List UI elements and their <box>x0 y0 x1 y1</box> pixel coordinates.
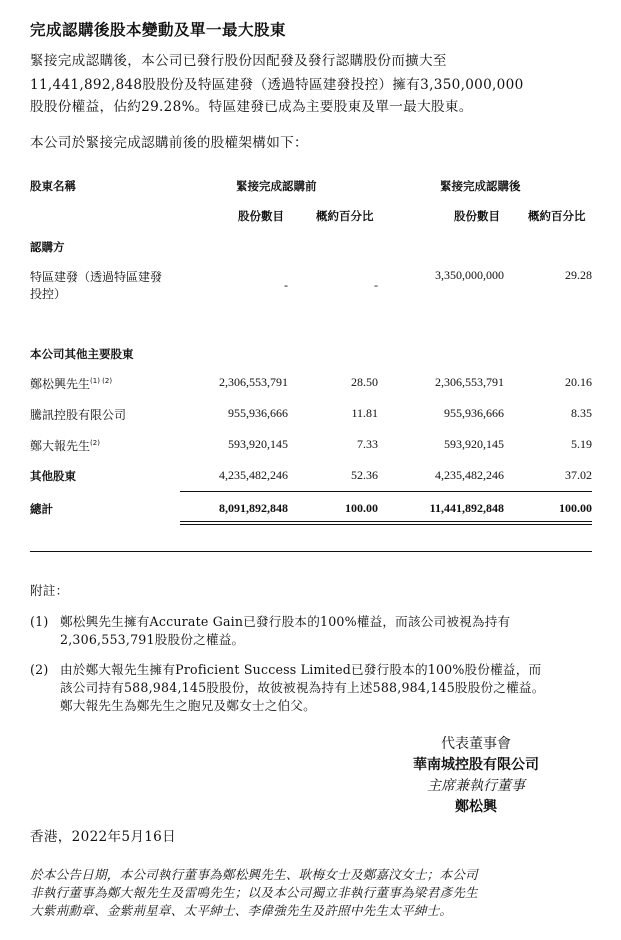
subscriber-name-line-1: 特區建發（透過特區建發 <box>30 270 163 284</box>
row-0-before-shares: 2,306,553,791 <box>219 375 288 389</box>
row-1-before-pct: 11.81 <box>351 406 378 420</box>
section-heading: 完成認購後股本變動及單一最大股東 <box>30 21 287 39</box>
row-0-after-pct: 20.16 <box>565 375 592 389</box>
intro-line-1: 緊接完成認購後，本公司已發行股份因配發及發行認購股份而擴大至 <box>30 53 447 69</box>
note-1-line-1: 鄭松興先生擁有Accurate Gain已發行股本的100%權益，而該公司被視為持有 <box>60 614 511 629</box>
place-and-date: 香港，2022年5月16日 <box>30 829 177 845</box>
row-0-after-shares: 2,306,553,791 <box>435 375 504 389</box>
note-2-line-2: 該公司持有588,984,145股股份，故彼被視為持有上述588,984,145股股份之權益。 <box>60 680 545 695</box>
row-3-before-pct: 52.36 <box>351 468 378 482</box>
subscriber-name-line-2: 投控） <box>30 287 67 301</box>
row-name-cheng-chung-hing <box>30 375 112 392</box>
note-2-mark: (2) <box>30 662 49 677</box>
total-before-shares: 8,091,892,848 <box>219 501 288 515</box>
intro-line-3: 股股份權益，佔約29.28%。特區建發已成為主要股東及單一最大股東。 <box>30 99 473 115</box>
footer-line-2: 非執行董事為鄭大報先生及雷鳴先生；以及本公司獨立非執行董事為梁君彥先生 <box>30 885 478 900</box>
row-1-before-shares: 955,936,666 <box>228 406 288 420</box>
signature-on-behalf: 代表董事會 <box>441 736 511 752</box>
row-2-before-shares: 593,920,145 <box>228 437 288 451</box>
total-bottom-rule-2 <box>180 524 592 525</box>
row-footnote-ref: (2) <box>90 439 100 447</box>
col-header-name: 股東名稱 <box>30 179 76 193</box>
footer-line-1: 於本公告日期，本公司執行董事為鄭松興先生、耿梅女士及鄭嘉汶女士；本公司 <box>30 867 478 882</box>
group-header-after: 緊接完成認購後 <box>440 179 521 193</box>
total-after-shares: 11,441,892,848 <box>429 501 504 515</box>
row-2-after-pct: 5.19 <box>571 437 592 451</box>
note-1-mark: (1) <box>30 614 49 629</box>
row-name-text: 鄭大報先生 <box>30 439 91 453</box>
row-3-before-shares: 4,235,482,246 <box>219 468 288 482</box>
total-before-pct: 100.00 <box>345 501 378 515</box>
total-top-rule <box>180 491 592 492</box>
col-header-before-shares: 股份數目 <box>238 209 284 223</box>
subscriber-after-shares: 3,350,000,000 <box>435 268 504 282</box>
row-name-total: 總計 <box>30 502 53 516</box>
row-2-before-pct: 7.33 <box>357 437 378 451</box>
row-name-cheng-tai-po <box>30 437 100 454</box>
col-header-after-shares: 股份數目 <box>454 209 500 223</box>
structure-intro: 本公司於緊接完成認購前後的股權架構如下： <box>30 135 308 151</box>
footer-line-3: 大紫荊勳章、金紫荊星章、太平紳士、李偉強先生及許照中先生太平紳士。 <box>30 903 453 918</box>
row-0-before-pct: 28.50 <box>351 375 378 389</box>
note-2-line-3: 鄭大報先生為鄭先生之胞兄及鄭女士之伯父。 <box>60 698 316 713</box>
row-footnote-ref: (1) (2) <box>90 377 113 385</box>
total-after-pct: 100.00 <box>559 501 592 515</box>
row-1-after-pct: 8.35 <box>571 406 592 420</box>
intro-line-2: 11,441,892,848股股份及特區建發（透過特區建發投控）擁有3,350,000,000 <box>30 77 524 93</box>
section-other-shareholders: 本公司其他主要股東 <box>30 347 134 361</box>
signature-role: 主席兼執行董事 <box>427 778 525 794</box>
row-name-tencent: 騰訊控股有限公司 <box>30 408 127 422</box>
row-name-other-shareholders: 其他股東 <box>30 469 76 483</box>
row-name-text: 鄭松興先生 <box>30 377 91 391</box>
subscriber-before-shares: - <box>284 278 288 292</box>
note-2-line-1: 由於鄭大報先生擁有Proficient Success Limited已發行股本的100%股份權益，而 <box>60 662 542 677</box>
note-1-line-2: 2,306,553,791股股份之權益。 <box>60 632 245 647</box>
signature-person: 鄭松興 <box>455 799 497 815</box>
notes-title: 附註： <box>30 583 69 598</box>
signature-company: 華南城控股有限公司 <box>413 757 539 773</box>
col-header-before-pct: 概約百分比 <box>316 209 374 223</box>
subscriber-after-pct: 29.28 <box>565 268 592 282</box>
subscriber-before-pct: - <box>374 278 378 292</box>
row-3-after-shares: 4,235,482,246 <box>435 468 504 482</box>
row-3-after-pct: 37.02 <box>565 468 592 482</box>
row-1-after-shares: 955,936,666 <box>444 406 504 420</box>
total-bottom-rule-1 <box>180 521 592 522</box>
row-2-after-shares: 593,920,145 <box>444 437 504 451</box>
group-header-before: 緊接完成認購前 <box>236 179 317 193</box>
section-subscriber: 認購方 <box>30 240 65 254</box>
col-header-after-pct: 概約百分比 <box>528 209 586 223</box>
notes-separator <box>30 551 592 552</box>
